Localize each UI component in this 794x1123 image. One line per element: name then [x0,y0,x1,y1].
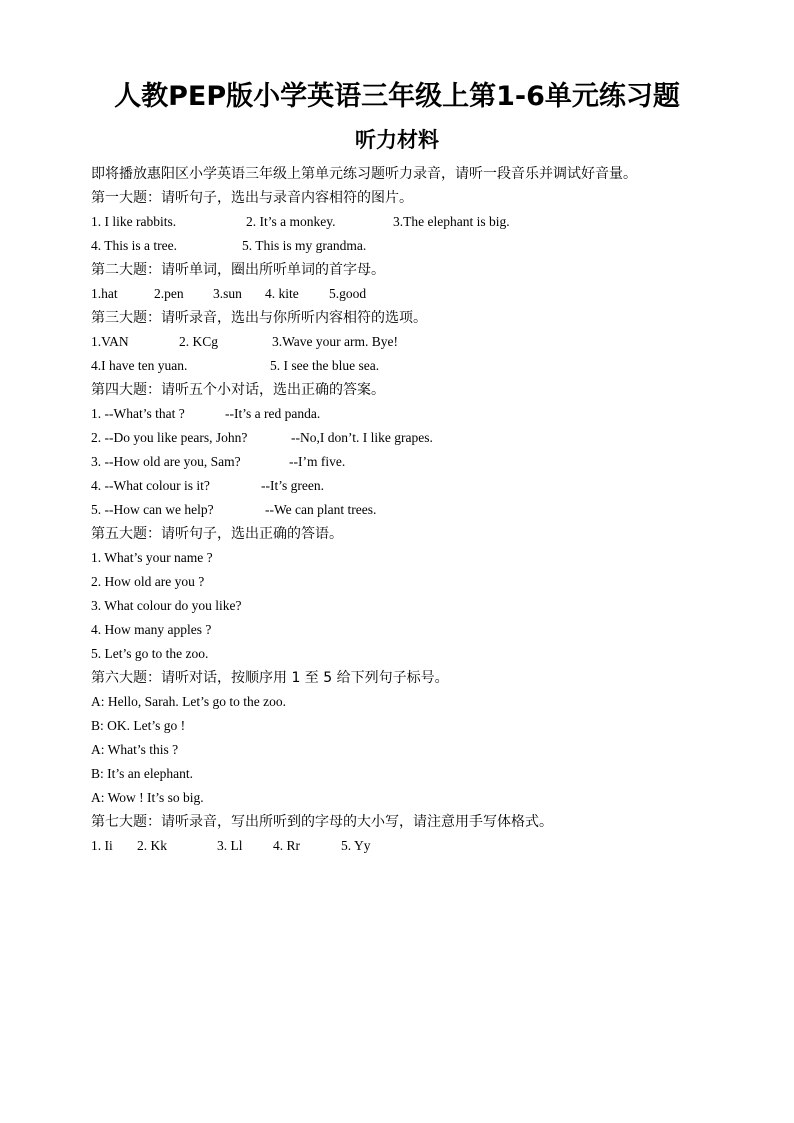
text-line [91,282,781,306]
text-segment: 第四大题：请听五个小对话，选出正确的答案。 [91,382,385,398]
text-segment: 第二大题：请听单词，圈出所听单词的首字母。 [91,262,385,278]
text-segment: 3. What colour do you like? [91,598,242,613]
text-segment: 4. Rr [273,838,300,853]
section-heading [91,162,781,186]
text-line [91,690,781,714]
section-heading [91,378,781,402]
text-segment: 5. This is my grandma. [242,238,367,253]
text-segment: 4.I have ten yuan. [91,358,188,373]
text-line [91,474,781,498]
text-segment: --It’s a red panda. [225,406,321,421]
text-line [91,714,781,738]
text-segment: --I’m five. [289,454,346,469]
text-line [91,738,781,762]
text-segment: 5. Let’s go to the zoo. [91,646,209,661]
text-segment: 2.pen [154,286,184,301]
text-segment: 1. I like rabbits. [91,214,177,229]
section-heading [91,258,781,282]
section-heading [91,810,781,834]
text-segment: 3. --How old are you, Sam? [91,454,241,469]
text-segment: 第六大题：请听对话，按顺序用 1 至 5 给下列句子标号。 [91,670,449,686]
text-segment: 5. I see the blue sea. [270,358,380,373]
text-line [91,354,781,378]
text-segment: A: What’s this ? [91,742,179,757]
text-line [91,594,781,618]
text-line [91,570,781,594]
text-segment: 即将播放惠阳区小学英语三年级上第单元练习题听力录音，请听一段音乐并调试好音量。 [91,166,637,182]
text-segment: 1. --What’s that ? [91,406,185,421]
text-segment: 1.VAN [91,334,129,349]
text-segment: A: Hello, Sarah. Let’s go to the zoo. [91,694,286,709]
text-line [91,330,781,354]
text-line [91,762,781,786]
text-line [91,618,781,642]
text-segment: 5. Yy [341,838,371,853]
text-segment: 第一大题：请听句子，选出与录音内容相符的图片。 [91,190,413,206]
text-segment: 4. How many apples ? [91,622,212,637]
text-segment: --We can plant trees. [265,502,377,517]
text-segment: 4. kite [265,286,299,301]
text-segment: 2. It’s a monkey. [246,214,336,229]
text-segment: 2. KCg [179,334,219,349]
section-heading [91,522,781,546]
text-segment: 1. Ii [91,838,113,853]
text-segment: 3.The elephant is big. [393,214,510,229]
document-subtitle: 听力材料 [355,128,439,152]
text-segment: A: Wow ! It’s so big. [91,790,204,805]
text-segment: 5. --How can we help? [91,502,214,517]
text-segment: 4. This is a tree. [91,238,177,253]
text-segment: 第五大题：请听句子，选出正确的答语。 [91,526,343,542]
text-segment: B: It’s an elephant. [91,766,193,781]
text-segment: 5.good [329,286,367,301]
text-segment: 第三大题：请听录音，选出与你所听内容相符的选项。 [91,310,427,326]
section-heading [91,666,781,690]
text-segment: 4. --What colour is it? [91,478,210,493]
text-segment: --No,I don’t. I like grapes. [291,430,433,445]
text-segment: 1. What’s your name ? [91,550,213,565]
text-line [91,426,781,450]
text-line [91,402,781,426]
text-segment: B: OK. Let’s go ! [91,718,186,733]
text-line [91,642,781,666]
text-segment: 2. How old are you ? [91,574,205,589]
section-heading [91,306,781,330]
text-line [91,210,781,234]
text-segment: 2. --Do you like pears, John? [91,430,248,445]
text-segment: --It’s green. [261,478,324,493]
text-segment: 3.Wave your arm. Bye! [272,334,398,349]
text-segment: 第七大题：请听录音，写出所听到的字母的大小写，请注意用手写体格式。 [91,814,553,830]
text-line [91,450,781,474]
document-body [91,162,781,858]
text-line [91,834,781,858]
text-line [91,498,781,522]
text-line [91,546,781,570]
text-line [91,234,781,258]
text-segment: 2. Kk [137,838,167,853]
document-title: 人教PEP版小学英语三年级上第1-6单元练习题 [114,81,680,112]
text-segment: 3.sun [213,286,242,301]
section-heading [91,186,781,210]
text-line [91,786,781,810]
text-segment: 3. Ll [217,838,243,853]
text-segment: 1.hat [91,286,118,301]
